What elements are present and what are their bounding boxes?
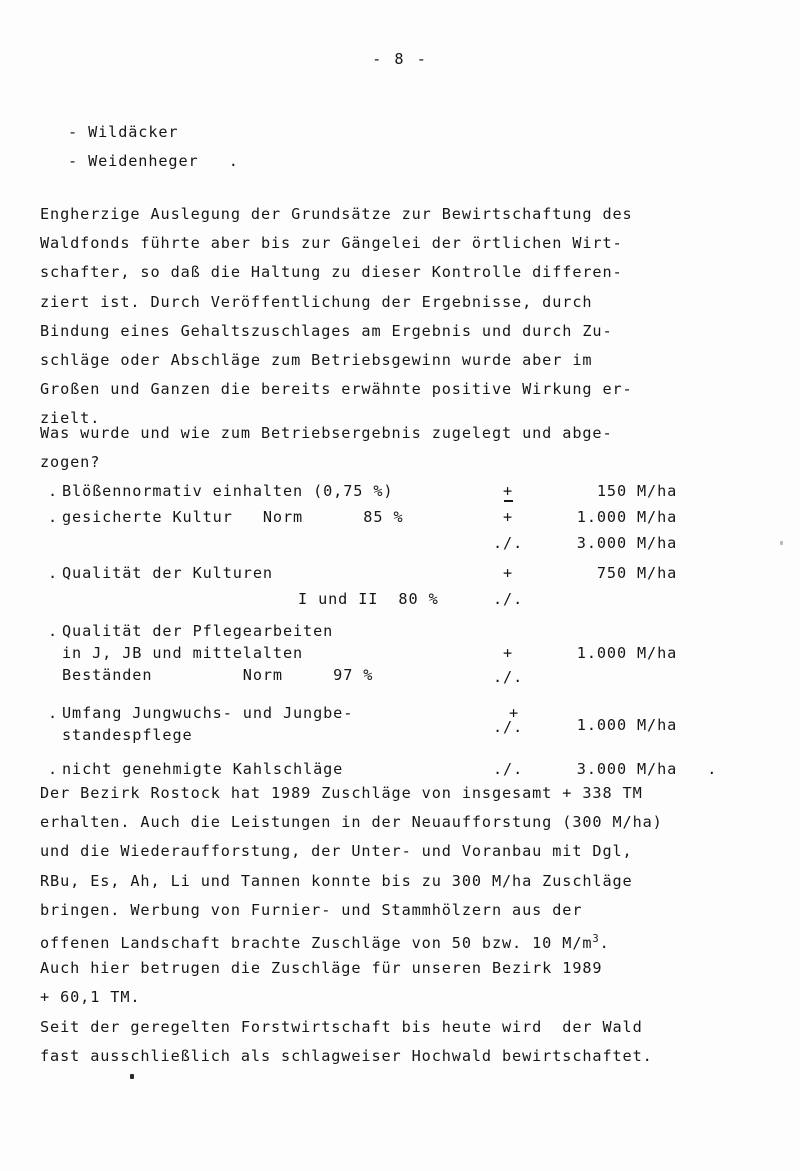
criteria-label: . gesicherte Kultur Norm 85 %: [48, 508, 404, 526]
paragraph-engherzige: [40, 200, 740, 434]
paragraph-bezirk-rostock: [40, 779, 740, 1071]
paragraph-line: bringen. Werbung von Furnier- und Stammhölzern aus der: [40, 900, 583, 919]
value-sign: +: [503, 564, 514, 582]
table-row: [0, 620, 800, 702]
value-unit: M/ha: [637, 508, 678, 526]
paragraph-line: Großen und Ganzen die bereits erwähnte positive Wirkung er-: [40, 380, 633, 399]
paragraph-line: RBu, Es, Ah, Li und Tannen konnte bis zu 300 M/ha Zuschläge: [40, 871, 633, 890]
paragraph-line: Auch hier betrugen die Zuschläge für unseren Bezirk 1989: [40, 959, 603, 978]
value-amount: 150: [596, 482, 627, 500]
paragraph-line: fast ausschließlich als schlagweiser Hochwald bewirtschaftet.: [40, 1046, 653, 1065]
value-unit: M/ha: [637, 644, 678, 662]
criteria-label: . Qualität der Kulturen: [48, 564, 273, 582]
value-unit: M/ha: [637, 716, 678, 734]
value-sign: [503, 482, 513, 500]
value-sign: ./.: [493, 718, 524, 736]
criteria-value-list: [0, 482, 800, 790]
value-amount: 750: [596, 564, 627, 582]
bullet-icon: .: [48, 564, 59, 582]
paragraph-line: Seit der geregelten Forstwirtschaft bis heute wird der Wald: [40, 1017, 643, 1036]
criteria-sublabel: Beständen Norm 97 %: [62, 666, 374, 684]
criteria-sublabel: standespflege: [62, 726, 193, 744]
scan-artifact-dot: [780, 541, 783, 545]
value-sign: ./.: [493, 534, 524, 552]
dash-list: [68, 118, 239, 176]
paragraph-line-text: offenen Landschaft brachte Zuschläge von 50 bzw. 10 M/m: [40, 934, 593, 952]
table-row: [0, 508, 800, 560]
criteria-sublabel: in J, JB und mittelalten: [62, 644, 304, 662]
criteria-label: . Umfang Jungwuchs- und Jungbe-: [48, 704, 354, 722]
value-unit: M/ha: [637, 564, 678, 582]
paragraph-line: Waldfonds führte aber bis zur Gängelei der örtlichen Wirt-: [40, 234, 623, 253]
plus-minus-icon: +: [503, 484, 513, 499]
scan-artifact-dot: [130, 1074, 134, 1079]
table-row: [0, 702, 800, 756]
bullet-icon: .: [48, 482, 59, 500]
value-sign: ./.: [493, 760, 524, 778]
paragraph-line: und die Wiederaufforstung, der Unter- und Voranbau mit Dgl,: [40, 842, 633, 861]
bullet-icon: .: [48, 508, 59, 526]
trailing-period: .: [599, 934, 610, 952]
paragraph-line: Engherzige Auslegung der Grundsätze zur Bewirtschaftung des: [40, 205, 633, 223]
value-amount: 1.000: [576, 716, 627, 734]
criteria-label: . Blößennormativ einhalten (0,75 %): [48, 482, 394, 500]
value-sign: +: [509, 704, 520, 722]
bullet-icon: .: [48, 760, 59, 778]
paragraph-line: schläge oder Abschläge zum Betriebsgewinn wurde aber im: [40, 350, 593, 369]
criteria-sublabel: I und II 80 %: [298, 590, 439, 608]
value-sign: ./.: [493, 668, 524, 686]
paragraph-line: ziert ist. Durch Veröffentlichung der Ergebnisse, durch: [40, 292, 593, 311]
bullet-icon: .: [48, 704, 59, 722]
value-amount: 1.000: [576, 644, 627, 662]
paragraph-line-with-superscript: [40, 925, 740, 954]
value-unit: M/ha: [637, 482, 678, 500]
paragraph-line: Der Bezirk Rostock hat 1989 Zuschläge von insgesamt + 338 TM: [40, 784, 643, 802]
table-row: [0, 560, 800, 620]
value-unit: M/ha: [637, 534, 678, 552]
criteria-label: . Qualität der Pflegearbeiten: [48, 622, 334, 640]
list-item: - Weidenheger .: [68, 152, 239, 170]
bullet-icon: .: [48, 622, 59, 640]
value-amount: 1.000: [576, 508, 627, 526]
value-amount: 3.000: [576, 534, 627, 552]
value-sign: ./.: [493, 590, 524, 608]
value-sign: +: [503, 644, 514, 662]
paragraph-line: zogen?: [40, 453, 101, 472]
paragraph-line: schafter, so daß die Haltung zu dieser Kontrolle differen-: [40, 263, 623, 282]
list-item: - Wildäcker: [68, 123, 179, 141]
value-sign: +: [503, 508, 514, 526]
superscript-cubic: 3: [592, 932, 600, 945]
table-row: [0, 482, 800, 508]
paragraph-line: erhalten. Auch die Leistungen in der Neuaufforstung (300 M/ha): [40, 813, 663, 832]
paragraph-line: zielt.: [40, 409, 101, 428]
page-number: - 8 -: [372, 50, 428, 68]
criteria-label: . nicht genehmigte Kahlschläge: [48, 760, 344, 778]
paragraph-line: Was wurde und wie zum Betriebsergebnis zugelegt und abge-: [40, 424, 613, 442]
paragraph-line: + 60,1 TM.: [40, 988, 141, 1007]
paragraph-line: Bindung eines Gehaltszuschlages am Ergebnis und durch Zu-: [40, 321, 613, 340]
value-amount: 3.000: [576, 760, 627, 778]
value-unit: M/ha .: [637, 760, 718, 778]
paragraph-question: [40, 419, 740, 477]
